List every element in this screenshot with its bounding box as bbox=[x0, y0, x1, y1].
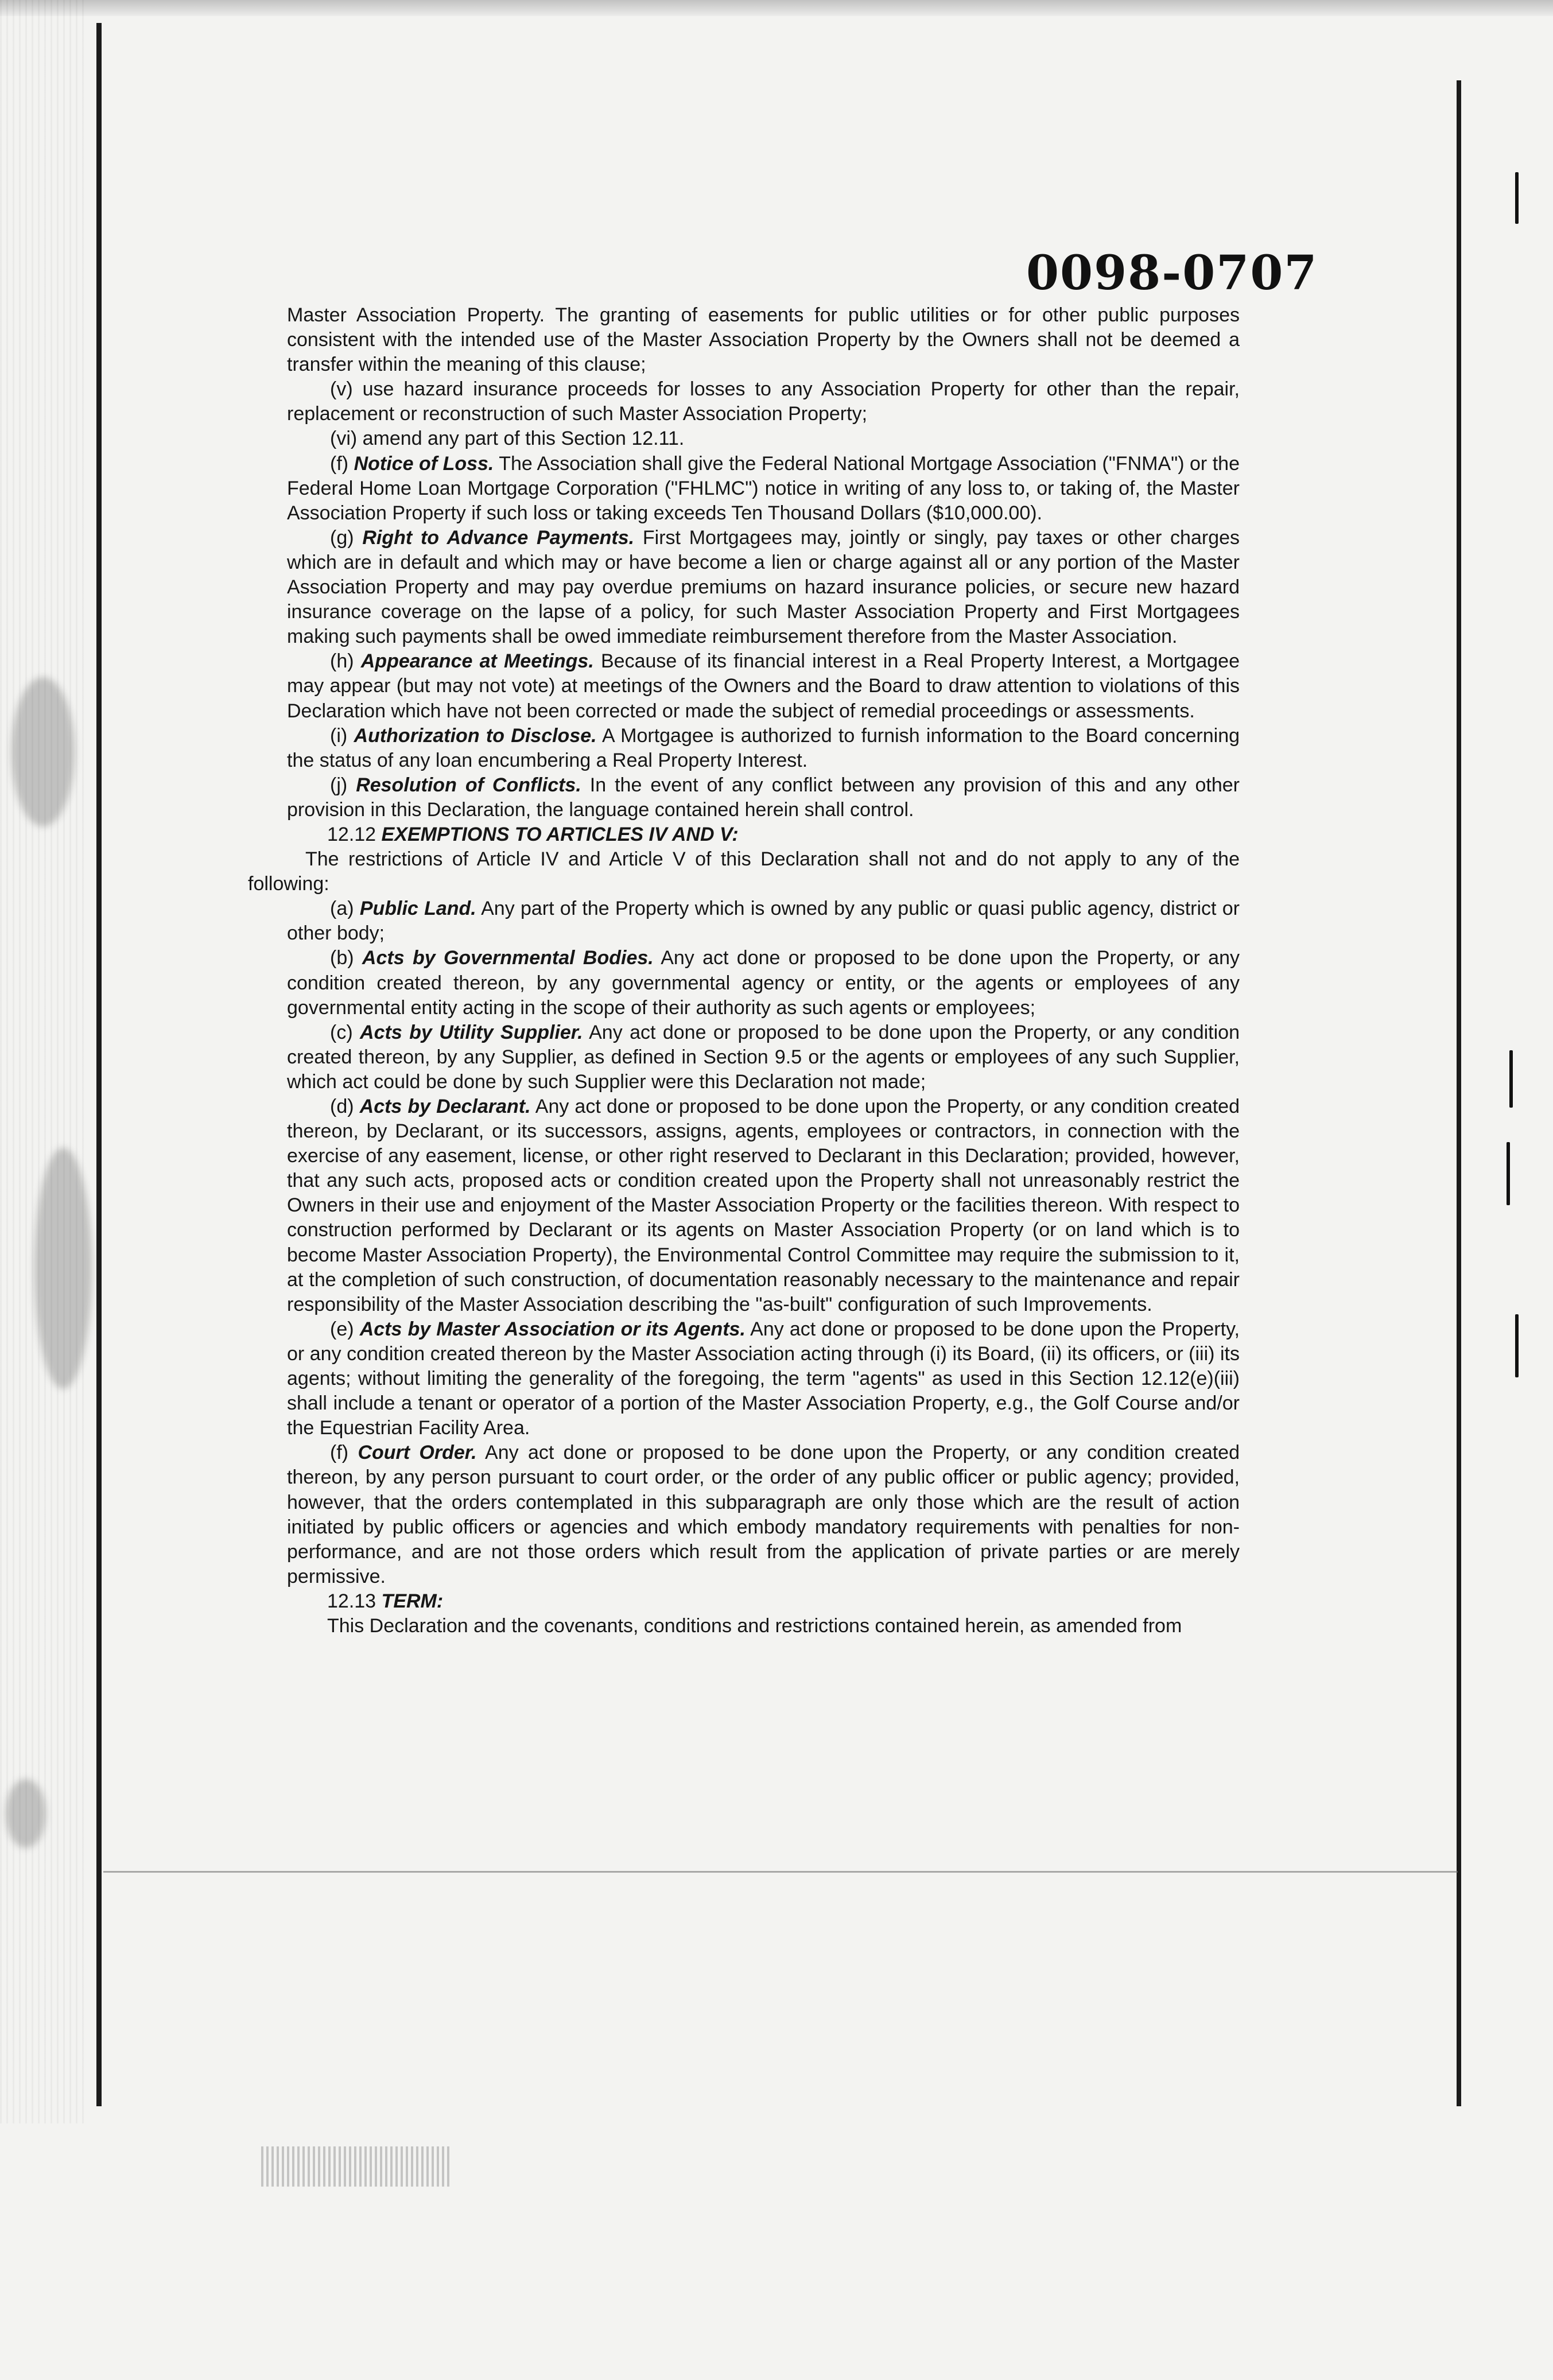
item-label: (f) bbox=[330, 452, 349, 475]
section-number: 12.12 bbox=[327, 823, 376, 845]
bottom-text-rule bbox=[103, 1871, 1458, 1873]
paragraph-text: Master Association Property. The granting of easements for public utilities or for other public purposes consistent with the intended use of the Master Association Property by the Owners shall not be deemed a transfer within the meaning of this clause; bbox=[287, 304, 1240, 376]
item-heading: Right to Advance Payments. bbox=[362, 526, 635, 549]
paragraph-text: (v) use hazard insurance proceeds for losses to any Association Property for other than the repair, replacement or reconstruction of such Master Association Property; bbox=[287, 378, 1240, 425]
left-binding-rule bbox=[96, 23, 102, 2106]
section-title: TERM: bbox=[381, 1590, 444, 1612]
item-heading: Notice of Loss. bbox=[354, 452, 494, 475]
section-number: 12.13 bbox=[327, 1590, 376, 1612]
list-item bbox=[287, 1317, 1240, 1441]
item-heading: Acts by Utility Supplier. bbox=[360, 1021, 583, 1043]
item-label: (j) bbox=[330, 774, 348, 796]
paragraph bbox=[248, 847, 1240, 896]
item-heading: Public Land. bbox=[359, 898, 476, 920]
scan-speck bbox=[34, 1148, 92, 1389]
item-heading: Authorization to Disclose. bbox=[354, 724, 597, 747]
item-label: (g) bbox=[330, 526, 354, 549]
paragraph bbox=[287, 303, 1240, 377]
list-item bbox=[287, 896, 1240, 946]
scan-speck bbox=[11, 677, 75, 826]
list-item bbox=[287, 1020, 1240, 1094]
paragraph-text: The restrictions of Article IV and Article V of this Declaration shall not and do not apply to any of the following: bbox=[248, 848, 1240, 895]
bottom-smudge bbox=[261, 2146, 451, 2187]
item-heading: Acts by Master Association or its Agents. bbox=[359, 1318, 746, 1340]
list-item bbox=[287, 649, 1240, 723]
paragraph bbox=[287, 426, 1240, 451]
item-label: (f) bbox=[330, 1442, 349, 1464]
list-item bbox=[287, 773, 1240, 822]
item-text: In the event of any conflict between any provision of this and any other provision in this Declaration, the language contained herein shall control. bbox=[287, 774, 1240, 821]
margin-tick-mark bbox=[1507, 1142, 1510, 1205]
item-heading: Resolution of Conflicts. bbox=[356, 774, 581, 796]
margin-tick-mark bbox=[1515, 1314, 1519, 1377]
item-heading: Court Order. bbox=[358, 1442, 477, 1464]
item-label: (c) bbox=[330, 1021, 353, 1043]
item-label: (b) bbox=[330, 947, 354, 969]
item-label: (i) bbox=[330, 724, 348, 747]
item-heading: Appearance at Meetings. bbox=[360, 650, 594, 673]
item-text: Any part of the Property which is owned by any public or quasi public agency, district or other body; bbox=[287, 898, 1240, 945]
item-label: (d) bbox=[330, 1096, 354, 1117]
list-item bbox=[287, 946, 1240, 1020]
section-heading bbox=[327, 1589, 1240, 1614]
list-item bbox=[287, 452, 1240, 526]
paragraph bbox=[287, 377, 1240, 426]
declaration-text bbox=[248, 303, 1240, 1639]
item-text: A Mortgagee is authorized to furnish information to the Board concerning the status of any loan encumbering a Real Property Interest. bbox=[287, 724, 1240, 771]
page-number: 0098-0707 bbox=[1026, 246, 1318, 301]
section-title: EXEMPTIONS TO ARTICLES IV AND V: bbox=[381, 823, 739, 845]
item-label: (a) bbox=[330, 898, 354, 920]
list-item bbox=[287, 1094, 1240, 1317]
section-heading bbox=[327, 822, 1240, 847]
item-label: (h) bbox=[330, 650, 354, 673]
item-heading: Acts by Governmental Bodies. bbox=[362, 947, 654, 969]
item-text: Any act done or proposed to be done upon the Property, or any condition created thereon by the Master Association acting through (i) its Board, (ii) its officers, or (iii) its agents; without limiting the generality of the foregoing, the term "agents" as used in this Section 12.12(e)(iii) shall include a tenant or operator of a portion of the Master Association Property, e.g., the Golf Course and/or the Equestrian Facility Area. bbox=[287, 1318, 1240, 1439]
item-text: Because of its financial interest in a Real Property Interest, a Mortgagee may appear (but may not vote) at meetings of the Owners and the Board to draw attention to violations of this Declaration which have not been corrected or made the subject of remedial proceedings or assessments. bbox=[287, 650, 1240, 722]
list-item bbox=[287, 724, 1240, 773]
scan-speck bbox=[6, 1779, 46, 1848]
list-item bbox=[287, 1441, 1240, 1589]
right-margin-rule bbox=[1457, 80, 1461, 2106]
scan-top-edge bbox=[0, 0, 1553, 16]
item-text: The Association shall give the Federal National Mortgage Association ("FNMA") or the Federal Home Loan Mortgage Corporation ("FHLMC") notice in writing of any loss to, or taking of, the Master Association Property if such loss or taking exceeds Ten Thousand Dollars ($10,000.00). bbox=[287, 452, 1240, 524]
item-text: Any act done or proposed to be done upon the Property, or any condition created thereon, by Declarant, or its successors, assigns, agents, employees or contractors, in connection with the exercise of any easement, license, or other right reserved to Declarant in this Declaration; provided, however, that any such acts, proposed acts or condition created upon the Property shall not unreasonably restrict the Owners in their use and enjoyment of the Master Association Property or the facilities thereon. With respect to construction performed by Declarant or its agents on Master Association Property (or on land which is to become Master Association Property), the Environmental Control Committee may require the submission to it, at the completion of such construction, of documentation reasonably necessary to the maintenance and repair responsibility of the Master Association describing the "as-built" configuration of such Improvements. bbox=[287, 1096, 1240, 1315]
list-item bbox=[287, 526, 1240, 649]
item-heading: Acts by Declarant. bbox=[359, 1096, 531, 1117]
item-text: Any act done or proposed to be done upon the Property, or any condition created thereon, by any governmental agency or entity, or the agents or employees of any governmental entity acting in the scope of their authority as such agents or employees; bbox=[287, 947, 1240, 1019]
paragraph-text: (vi) amend any part of this Section 12.11. bbox=[330, 428, 685, 450]
paragraph-text: This Declaration and the covenants, conditions and restrictions contained herein, as amended from bbox=[327, 1614, 1182, 1637]
item-text: Any act done or proposed to be done upon the Property, or any condition created thereon, by any person pursuant to court order, or the order of any public officer or public agency; provided, however, that the orders contemplated in this subparagraph are only those which are the result of action initiated by public officers or agencies and which embody mandatory requirements with penalties for non-performance, and are not those orders which result from the application of private parties or are merely permissive. bbox=[287, 1442, 1240, 1587]
item-text: First Mortgagees may, jointly or singly, pay taxes or other charges which are in default and which may or have become a lien or charge against all or any portion of the Master Association Property and may pay overdue premiums on hazard insurance policies, or secure new hazard insurance coverage on the lapse of a policy, for such Master Association Property and First Mortgagees making such payments shall be owed immediate reimbursement therefore from the Master Association. bbox=[287, 526, 1240, 648]
item-text: Any act done or proposed to be done upon the Property, or any condition created thereon, by any Supplier, as defined in Section 9.5 or the agents or employees of any such Supplier, which act could be done by such Supplier were this Declaration not made; bbox=[287, 1021, 1240, 1093]
margin-tick-mark bbox=[1515, 172, 1519, 224]
item-label: (e) bbox=[330, 1318, 354, 1340]
paragraph bbox=[287, 1614, 1240, 1639]
margin-tick-mark bbox=[1509, 1050, 1513, 1108]
